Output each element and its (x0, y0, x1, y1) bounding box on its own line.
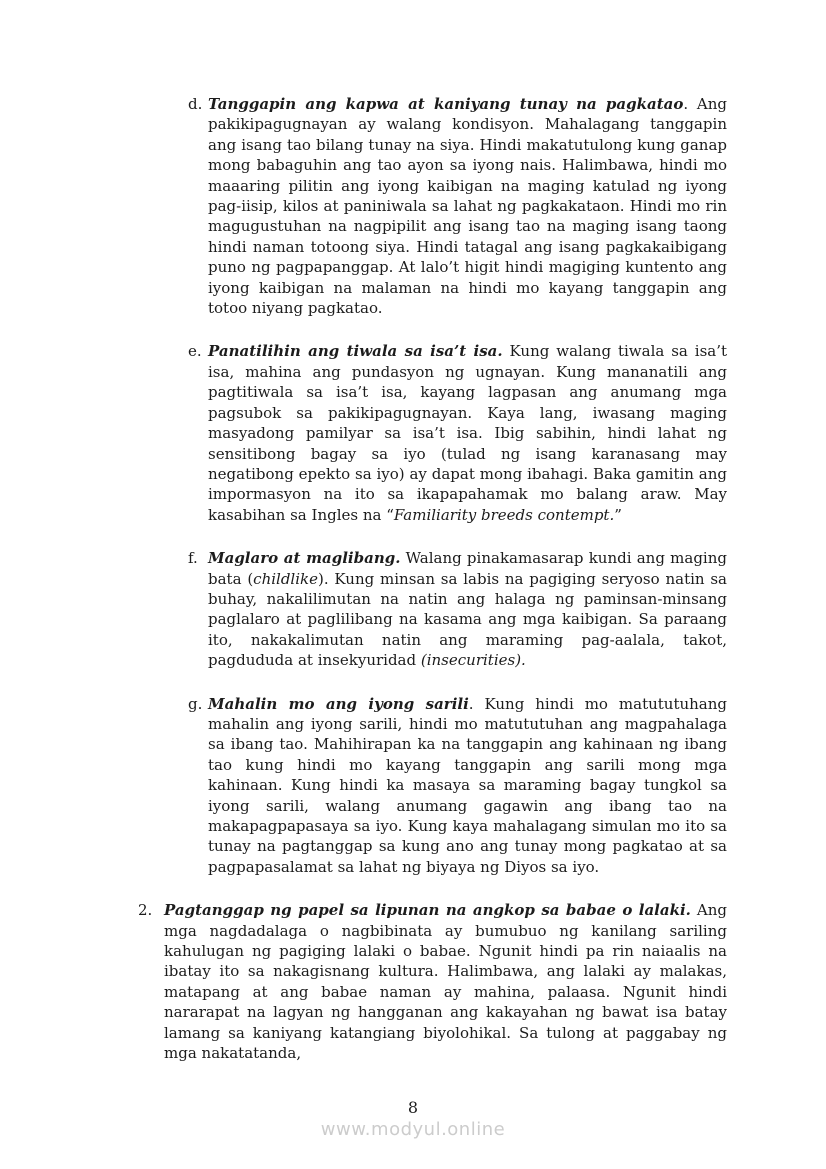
text-segment: ” (614, 505, 622, 524)
text-segment: Maglaro at maglibang. (208, 549, 401, 568)
numbered-list (0, 900, 826, 1063)
text-segment: Pagtanggap ng papel sa lipunan na angkop sa babae o lalaki. (164, 901, 691, 920)
text-segment: . Kung hindi mo matututuhang mahalin ang iyong sarili, hindi mo matututuhan ang magpahalaga sa ibang tao. Mahihirapan ka na tanggapin ang kahinaan ng ibang tao kung hindi mo kayang tanggapin ang sarili mong mga kahinaan. Kung hindi ka masaya sa maraming bagay tungkol sa iyong sarili, walang anumang gagawin ang ibang tao na makapagpapasaya sa iyo. Kung kaya mahalagang simulan mo ito sa tunay na pagtanggap sa kung ano ang tunay mong pagkatao at sa pagpapasalamat sa lahat ng biyaya ng Diyos sa iyo. (208, 694, 727, 876)
item-marker: g. (188, 694, 203, 713)
lettered-list-item (188, 548, 826, 670)
text-segment: (insecurities). (420, 651, 526, 670)
lettered-list-item (188, 94, 826, 318)
text-segment: Kung walang tiwala sa isa’t isa, mahina ang pundasyon ng ugnayan. Kung mananatili ang pagtitiwala sa isa’t isa, kayang lagpasan ang anumang mga pagsubok sa pakikipagugnayan. Kaya lang, iwasang maging masyadong pamilyar sa isa’t isa. Ibig sabihin, hindi lahat ng sensitibong bagay sa iyo (tulad ng isang karanasang may negatibong epekto sa iyo) ay dapat mong ibahagi. Baka gamitin ang impormasyon na ito sa ikapapahamak mo balang araw. May kasabihan sa Ingles na “ (208, 342, 727, 524)
watermark-text: www.modyul.online (320, 1119, 506, 1140)
text-segment: Panatilihin ang tiwala sa isa’t isa. (208, 342, 503, 361)
numbered-list-item (138, 900, 826, 1063)
text-segment: childlike (253, 569, 318, 588)
page-content (0, 94, 826, 1086)
text-segment: ). Kung minsan sa labis na pagiging seryoso natin sa buhay, nakalilimutan na natin ang halaga ng paminsan-minsang paglalaro at paglilibang na kasama ang mga kaibigan. Sa paraang ito, nakakalimutan natin ang maraming pag-aalala, takot, pagdududa at insekyuridad (208, 569, 727, 670)
text-segment: Walang pinakamasarap kundi ang maging bata ( (208, 549, 727, 588)
text-segment: Tanggapin ang kapwa at kaniyang tunay na pagkatao (208, 95, 684, 113)
lettered-list-item (188, 341, 826, 525)
item-marker: 2. (138, 901, 153, 920)
item-text (164, 900, 727, 1063)
item-marker: d. (188, 95, 203, 113)
page-number: 8 (407, 1098, 419, 1117)
item-text (208, 548, 727, 670)
text-segment: . Ang pakikipagugnayan ay walang kondisyon. Mahalagang tanggapin ang isang tao bilang tunay na siya. Hindi makatutulong kung ganap mong babaguhin ang tao ayon sa iyong nais. Halimbawa, hindi mo maaaring pilitin ang iyong kaibigan na maging katulad ng iyong pag-iisip, kilos at paniniwala sa lahat ng pagkakataon. Hindi mo rin magugustuhan na nagpipilit ang isang tao na maging isang taong hindi naman totoong siya. Hindi tatagal ang isang pagkakaibigang puno ng pagpapanggap. At lalo’t higit hindi magiging kuntento ang iyong kaibigan na malaman na hindi mo kayang tanggapin ang totoo niyang pagkatao. (208, 95, 727, 318)
item-text (208, 341, 727, 525)
text-segment: Familiarity breeds contempt. (393, 505, 615, 524)
item-marker: e. (188, 342, 202, 361)
lettered-list (0, 94, 826, 877)
text-segment: Ang mga nagdadalaga o nagbibinata ay bumubuo ng kanilang sariling kahulugan ng pagiging lalaki o babae. Ngunit hindi pa rin naiaalis na ibatay ito sa nakagisnang kultura. Halimbawa, ang lalaki ay malakas, matapang at ang babae naman ay mahina, palaasa. Ngunit hindi nararapat na lagyan ng hangganan ang kakayahan ng bawat isa batay lamang sa kaniyang katangiang biyolohikal. Sa tulong at paggabay ng mga nakatatanda, (164, 901, 727, 1063)
item-text (208, 94, 727, 318)
text-segment: Mahalin mo ang iyong sarili (208, 694, 469, 713)
item-text (208, 694, 727, 878)
item-marker: f. (188, 549, 198, 568)
lettered-list-item (188, 694, 826, 878)
